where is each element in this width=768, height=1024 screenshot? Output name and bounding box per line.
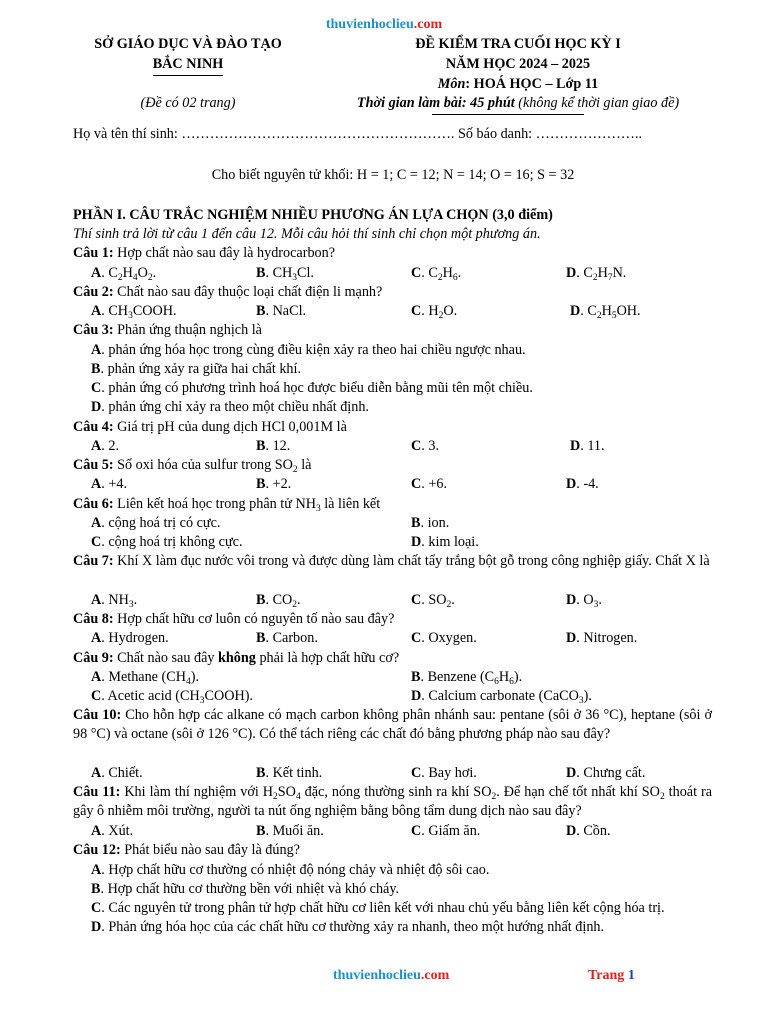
q6-option-c[interactable]: C. cộng hoá trị không cực. <box>91 534 243 550</box>
q12-option-b[interactable]: B. Hợp chất hữu cơ thường bền với nhiệt và khó cháy. <box>91 881 400 897</box>
q8-option-b[interactable]: B. Carbon. <box>256 630 318 646</box>
q9-option-c[interactable]: C. Acetic acid $(CH_3COOH)$. <box>91 688 253 706</box>
question-1: Câu 1: Hợp chất nào sau đây là hydrocarbon? <box>73 245 336 261</box>
school-year: NĂM HỌC 2024 – 2025 <box>445 56 591 72</box>
q1-option-b[interactable]: B. $CH_3Cl$. <box>256 265 314 283</box>
q11-option-d[interactable]: D. Cồn. <box>566 823 611 839</box>
header-divider <box>432 114 584 115</box>
q12-option-d[interactable]: D. Phản ứng hóa học của các chất hữu cơ thường xảy ra nhanh, theo một hướng nhất định. <box>91 919 605 935</box>
question-8: Câu 8: Hợp chất hữu cơ luôn có nguyên tố nào sau đây? <box>73 611 395 627</box>
q5-option-b[interactable]: B. +2. <box>256 476 292 492</box>
q11-option-a[interactable]: A. Xút. <box>91 823 134 839</box>
q11-option-c[interactable]: C. Giấm ăn. <box>411 823 481 839</box>
q5-option-a[interactable]: A. +4. <box>91 476 127 492</box>
q3-option-c[interactable]: C. phản ứng có phương trình hoá học được biểu diễn bằng mũi tên một chiều. <box>91 380 533 396</box>
q12-option-c[interactable]: C. Các nguyên tử trong phân tử hợp chất hữu cơ liên kết với nhau chủ yếu bằng liên kết cộng hóa trị. <box>91 900 665 916</box>
q4-option-d[interactable]: D. 11. <box>570 438 605 454</box>
question-6: Câu 6: Liên kết hoá học trong phân tử $NH_3$ là liên kết <box>73 496 381 514</box>
q1-option-d[interactable]: D. $C_2H_7N$. <box>566 265 627 283</box>
q3-option-b[interactable]: B. phản ứng xảy ra giữa hai chất khí. <box>91 361 302 377</box>
q8-option-c[interactable]: C. Oxygen. <box>411 630 477 646</box>
q1-option-a[interactable]: A. $C_2H_4O_2$. <box>91 265 157 283</box>
time-line: Thời gian làm bài: 45 phút (không kể thời gian giao đề) <box>356 95 680 111</box>
q6-option-a[interactable]: A. cộng hoá trị có cực. <box>91 515 221 531</box>
q10-option-d[interactable]: D. Chưng cất. <box>566 765 646 781</box>
q2-option-c[interactable]: C. $H_2O$. <box>411 303 458 321</box>
atomic-masses: Cho biết nguyên tử khối: H = 1; C = 12; N = 14; O = 16; S = 32 <box>211 167 575 183</box>
q3-option-d[interactable]: D. phản ứng chỉ xảy ra theo một chiều nhất định. <box>91 399 369 415</box>
q4-option-b[interactable]: B. 12. <box>256 438 291 454</box>
q10-option-a[interactable]: A. Chiết. <box>91 765 143 781</box>
site-watermark-top: thuvienhoclieu.com <box>325 17 443 32</box>
page-number: Trang 1 <box>588 968 635 983</box>
question-12: Câu 12: Phát biểu nào sau đây là đúng? <box>73 842 300 858</box>
q6-option-d[interactable]: D. kim loại. <box>411 534 479 550</box>
q5-option-c[interactable]: C. +6. <box>411 476 447 492</box>
q9-option-b[interactable]: B. Benzene $(C_6H_6)$. <box>411 669 523 687</box>
question-9: Câu 9: Chất nào sau đây không phải là hợp chất hữu cơ? <box>73 650 400 666</box>
exam-title: ĐỀ KIỂM TRA CUỐI HỌC KỲ I <box>415 36 621 52</box>
q7-option-a[interactable]: A. $NH_3$. <box>91 592 138 610</box>
q7-option-c[interactable]: C. $SO_2$. <box>411 592 455 610</box>
question-7: Câu 7: Khí X làm đục nước vôi trong và được dùng làm chất tẩy trắng bột gỗ trong công nghiệp giấy. Chất X là <box>73 553 710 569</box>
q3-option-a[interactable]: A. phản ứng hóa học trong cùng điều kiện xảy ra theo hai chiều ngược nhau. <box>91 342 526 358</box>
q5-option-d[interactable]: D. -4. <box>566 476 599 492</box>
q8-option-a[interactable]: A. Hydrogen. <box>91 630 169 646</box>
q9-option-d[interactable]: D. Calcium carbonate (CaCO$_3$). <box>411 688 592 706</box>
part1-title: PHẦN I. CÂU TRẮC NGHIỆM NHIỀU PHƯƠNG ÁN LỰA CHỌN (3,0 điểm) <box>73 207 553 223</box>
q7-option-b[interactable]: B. $CO_2$. <box>256 592 301 610</box>
question-11: Câu 11: Khi làm thí nghiệm với $H_2SO_4$ đặc, nóng thường sinh ra khí $SO_2$. Để hạn chế tốt nhất khí $SO_2$ thoát ra gây ô nhiễm môi trường, người ta nút ống nghiệm bằng bông tẩm dung dịch nào sau đây? <box>73 784 713 820</box>
q8-option-d[interactable]: D. Nitrogen. <box>566 630 638 646</box>
q4-option-a[interactable]: A. 2. <box>91 438 119 454</box>
q12-option-a[interactable]: A. Hợp chất hữu cơ thường có nhiệt độ nóng chảy và nhiệt độ sôi cao. <box>91 862 490 878</box>
q10-option-b[interactable]: B. Kết tinh. <box>256 765 323 781</box>
page-count-note: (Đề có 02 trang) <box>140 95 236 111</box>
q9-option-a[interactable]: A. Methane $(CH_4)$. <box>91 669 199 687</box>
subject-line: Môn: HOÁ HỌC – Lớp 11 <box>437 76 599 92</box>
header-right <box>318 34 718 94</box>
q2-option-a[interactable]: A. $CH_3COOH$. <box>91 303 177 321</box>
question-4: Câu 4: Giá trị pH của dung dịch HCl 0,001M là <box>73 419 347 435</box>
question-2: Câu 2: Chất nào sau đây thuộc loại chất điện li mạnh? <box>73 284 383 300</box>
part1-instruction: Thí sinh trả lời từ câu 1 đến câu 12. Mỗi câu hỏi thí sinh chỉ chọn một phương án. <box>73 226 541 242</box>
q7-option-d[interactable]: D. $O_3$. <box>566 592 602 610</box>
question-5: Câu 5: Số oxi hóa của sulfur trong $SO_2$ là <box>73 457 312 475</box>
q11-option-b[interactable]: B. Muối ăn. <box>256 823 324 839</box>
q6-option-b[interactable]: B. ion. <box>411 515 450 531</box>
province-name: BẮC NINH <box>153 54 224 76</box>
site-watermark-bottom: thuvienhoclieu.com <box>333 968 450 983</box>
q1-option-c[interactable]: C. $C_2H_6$. <box>411 265 462 283</box>
q2-option-d[interactable]: D. $C_2H_5OH$. <box>570 303 641 321</box>
question-3: Câu 3: Phản ứng thuận nghịch là <box>73 322 262 338</box>
q2-option-b[interactable]: B. NaCl. <box>256 303 307 319</box>
department-name: SỞ GIÁO DỤC VÀ ĐÀO TẠO <box>94 36 282 52</box>
header-left <box>72 34 304 76</box>
question-10: Câu 10: Cho hỗn hợp các alkane có mạch carbon không phân nhánh sau: pentane (sôi ở 36 °C), heptane (sôi ở 98 °C) và octane (sôi ở 126 °C). Có thể tách riêng các chất đó bằng phương pháp nào sau đây? <box>73 707 712 743</box>
q4-option-c[interactable]: C. 3. <box>411 438 439 454</box>
student-info-line: Họ và tên thí sinh: …………………………………………………. Số báo danh: ………………….. <box>73 126 643 142</box>
q10-option-c[interactable]: C. Bay hơi. <box>411 765 477 781</box>
